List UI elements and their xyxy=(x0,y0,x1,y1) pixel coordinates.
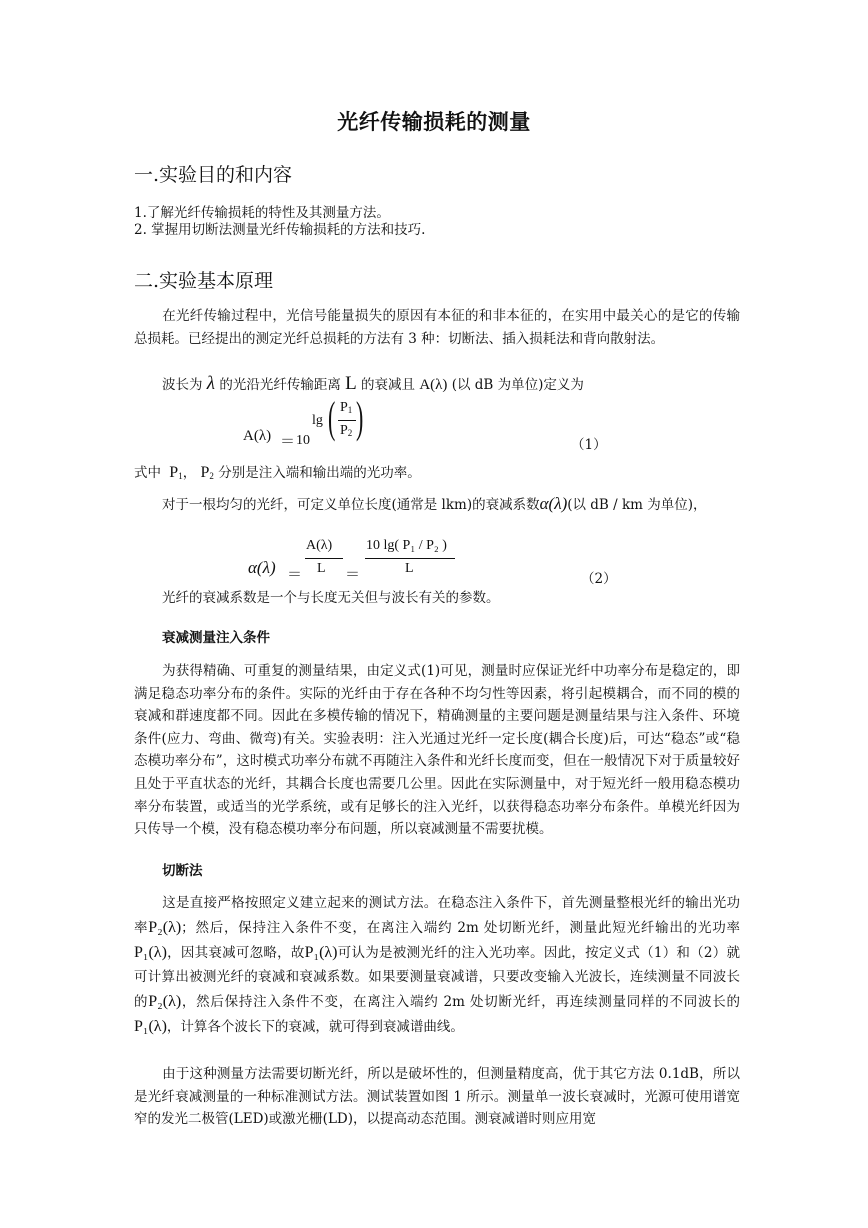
eq1-equals: ＝ xyxy=(280,434,296,450)
subsection-heading-injection: 衰减测量注入条件 xyxy=(162,630,270,646)
where-comma: ， xyxy=(182,465,197,481)
objective-item-1: 1.了解光纤传输损耗的特性及其测量方法。 xyxy=(134,205,390,221)
eq1-left-paren: ( xyxy=(328,393,336,442)
where-p2-sub: 2 xyxy=(209,471,214,481)
eq1-denominator xyxy=(340,423,352,439)
eq2-fraction-bar-2 xyxy=(365,558,455,559)
cutback-text-3: ，因其衰减可忽略，故 xyxy=(166,944,305,961)
eq2-number: （2） xyxy=(581,571,617,587)
p1-lambda-3: P₁(λ) xyxy=(134,1017,167,1035)
where-p1-letter: P xyxy=(169,464,179,481)
objective-item-2: 2. 掌握用切断法测量光纤传输损耗的方法和技巧. xyxy=(134,222,426,238)
p2-lambda-1: P₂(λ) xyxy=(148,918,182,936)
section-heading-2: 二.实验基本原理 xyxy=(134,270,274,292)
eq1-num-sub: 1 xyxy=(347,405,353,415)
page-title: 光纤传输损耗的测量 xyxy=(337,109,531,134)
eq1-den-sub: 2 xyxy=(347,428,353,438)
wave-text-c: 的衰减且 xyxy=(361,377,416,393)
eq2-fraction-bar-1 xyxy=(305,558,343,559)
eq2-den-2: L xyxy=(405,561,414,576)
uniform-text-b: (以 dB / km 为单位)， xyxy=(567,497,707,513)
length-symbol: L xyxy=(345,373,357,394)
p1-lambda-1: P₁(λ) xyxy=(134,943,167,961)
wave-text-b: 的光沿光纤传输距离 xyxy=(219,377,341,393)
cutback-text-5: ，然后保持注入条件不变，在离注入端约 2m 处切断光纤，再连续测量同样的不同波长的 xyxy=(181,994,740,1011)
cutback-paragraph-2-text: 由于这种测量方法需要切断光纤，所以是破坏性的，但测量精度高，优于其它方法 0.1dB，所以是光纤衰减测量的一种标准测试方法。测试装置如图 1 所示。测量单一波长衰减时，光源可使用谱宽窄的发光二极管(LED)或激光栅(LD)，以提高动态范围。测衰减谱时则应用宽 xyxy=(134,1066,740,1128)
cutback-text-2: ；然后，保持注入条件不变，在离注入端约 2m 处切断光纤，测量此短光纤输出的光功率 xyxy=(181,919,740,936)
principle-paragraph-1 xyxy=(134,305,740,350)
eq1-numerator xyxy=(340,400,352,416)
eq1-num-p: P xyxy=(340,400,348,415)
cutback-paragraph-2 xyxy=(134,1063,740,1131)
attenuation-coefficient-note: 光纤的衰减系数是一个与长度无关但与波长有关的参数。 xyxy=(162,590,500,606)
uniform-fiber-paragraph xyxy=(134,493,740,517)
eq1-fraction-bar xyxy=(338,420,356,421)
where-p1-sub: 1 xyxy=(178,471,183,481)
eq1-lg: lg xyxy=(312,413,323,428)
principle-paragraph-1-text: 在光纤传输过程中，光信号能量损失的原因有本征的和非本征的，在实用中最关心的是它的传输总损耗。已经提出的测定光纤总损耗的方法有 3 种：切断法、插入损耗法和背向散射法。 xyxy=(134,308,740,347)
cutback-text-4: 可认为是被测光纤的注入光功率。因此，按定义式（1）和（2）就可计算出被测光纤的衰减和衰减系数。如果要测量衰减谱，只要改变输入光波长，连续测量不同波长的 xyxy=(134,944,741,1011)
alpha-symbol: α(λ) xyxy=(539,494,568,513)
uniform-text-a: 对于一根均匀的光纤，可定义单位长度(通常是 lkm)的衰减系数 xyxy=(162,497,540,513)
where-text-b: 分别是注入端和输出端的光功率。 xyxy=(218,465,421,481)
wave-text-d: (以 dB 为单位)定义为 xyxy=(451,377,584,393)
p1-lambda-2: P₁(λ) xyxy=(304,943,338,961)
eq1-den-p: P xyxy=(340,423,348,438)
eq2-equals-2: ＝ xyxy=(345,567,361,583)
wavelength-definition-line xyxy=(162,373,584,395)
where-p2-letter: P xyxy=(200,464,210,481)
eq1-number: （1） xyxy=(571,437,607,453)
attenuation-symbol: A(λ) xyxy=(419,377,448,393)
where-p2 xyxy=(201,464,214,481)
eq1-base: 10 xyxy=(296,433,310,448)
where-line xyxy=(134,461,421,482)
eq2-equals-1: ＝ xyxy=(287,567,303,583)
injection-conditions-paragraph xyxy=(134,660,740,841)
eq2-den-1: L xyxy=(317,561,326,576)
section-heading-1: 一.实验目的和内容 xyxy=(134,164,293,186)
p2-lambda-2: P₂(λ) xyxy=(148,993,182,1011)
eq1-right-paren: ) xyxy=(356,393,364,442)
subsection-heading-cutback: 切断法 xyxy=(162,863,203,879)
wave-text-a: 波长为 xyxy=(162,377,203,393)
cutback-paragraph xyxy=(134,891,740,1040)
cutback-text-1: 这是直接严格按照定义建立起来的测试方法。在稳态注入条件下，首先测量整根光纤的输出光功率 xyxy=(134,895,740,936)
eq2-num-2: 10 lg( P₁ / P₂ ) xyxy=(366,538,447,553)
where-p1 xyxy=(169,464,182,481)
lambda-symbol: λ xyxy=(206,373,216,394)
eq2-lhs: α(λ) xyxy=(248,558,276,577)
eq2-num-1: A(λ) xyxy=(306,538,333,553)
where-text-a: 式中 xyxy=(134,465,161,481)
injection-conditions-text: 为获得精确、可重复的测量结果，由定义式(1)可见，测量时应保证光纤中功率分布是稳定的，即满足稳态功率分布的条件。实际的光纤由于存在各种不均匀性等因素，将引起模耦合，而不同的模的衰减和群速度都不同。因此在多模传输的情况下，精确测量的主要问题是测量结果与注入条件、环境条件(应力、弯曲、微弯)有关。实验表明：注入光通过光纤一定长度(耦合长度)后，可达“稳态”或“稳态模功率分布”，这时模式功率分布就不再随注入条件和光纤长度而变，但在一般情况下对于质量较好且处于平直状态的光纤，其耦合长度也需要几公里。因此在实际测量中，对于短光纤一般用稳态模功率分布装置，或适当的光学系统，或有足够长的注入光纤，以获得稳态功率分布条件。单模光纤因为只传导一个模，没有稳态模功率分布问题，所以衰减测量不需要扰模。 xyxy=(134,663,740,838)
cutback-text-6: ，计算各个波长下的衰减，就可得到衰减谱曲线。 xyxy=(166,1018,464,1035)
eq1-lhs: A(λ) xyxy=(243,428,272,444)
